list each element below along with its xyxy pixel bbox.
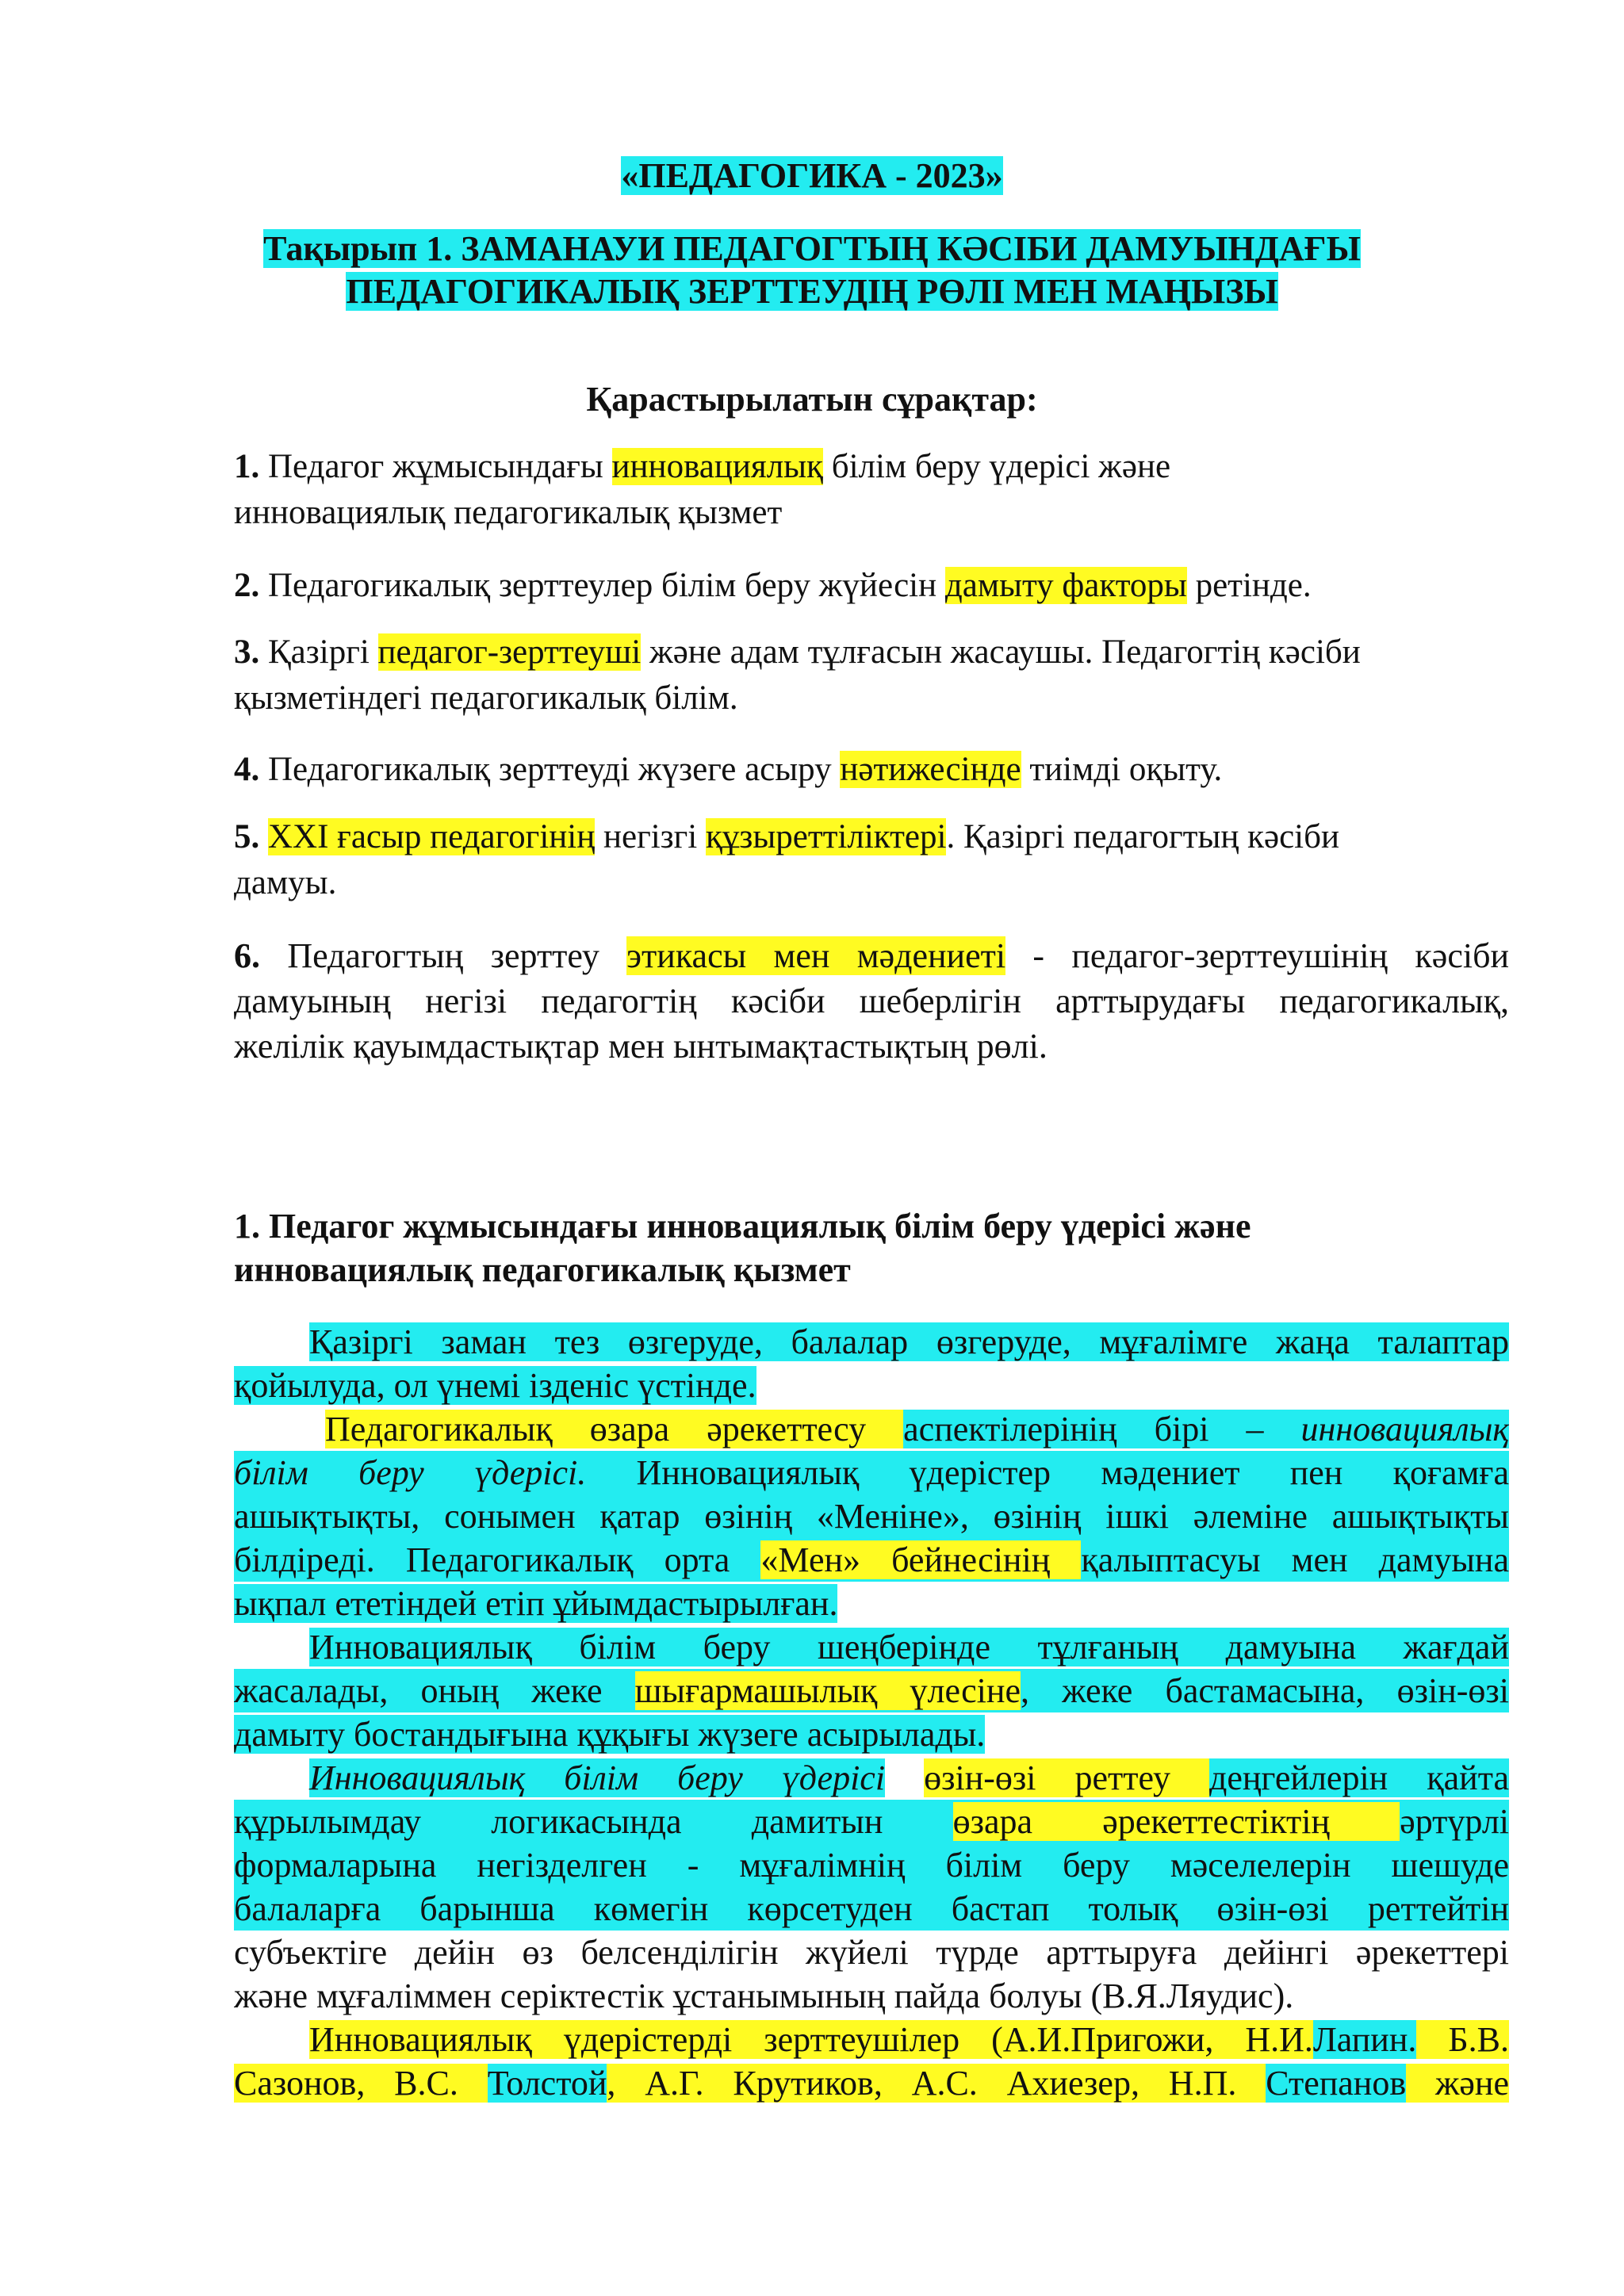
paragraph-4-line-2: құрылымдау логикасында дамитын өзара әрекеттестіктің әртүрлі xyxy=(234,1800,1509,1843)
paragraph-2-line-5: ықпал ететіндей етіп ұйымдастырылған. xyxy=(234,1584,838,1623)
paragraph-2-line-4: білдіреді. Педагогикалық орта «Мен» бейнесінің қалыптасуы мен дамуына xyxy=(234,1538,1509,1582)
paragraph-3-line-2: жасалады, оның жеке шығармашылық үлесіне, жеке бастамасына, өзін-өзі xyxy=(234,1669,1509,1712)
paragraph-4-line-5: субъектіге дейін өз белсенділігін жүйелі түрде арттыруға дейінгі әрекеттері xyxy=(234,1933,1509,1972)
paragraph-3-line-3: дамыту бостандығына құқығы жүзеге асырылады. xyxy=(234,1715,986,1754)
paragraph-4-line-6: және мұғаліммен серіктестік ұстанымының пайда болуы (В.Я.Ляудис). xyxy=(234,1976,1294,2015)
paragraph-3-line-1: Инновациялық білім беру шеңберінде тұлғаның дамуына жағдай xyxy=(309,1628,1509,1667)
question-5: 5. XXI ғасыр педагогінің негізгі құзыреттіліктері. Қазіргі педагогтың кәсіби дамуы. xyxy=(234,818,1340,901)
paragraph-2-line-3: ашықтықты, сонымен қатар өзінің «Меніне», өзінің ішкі әлеміне ашықтықты xyxy=(234,1494,1509,1538)
topic-title-line-2: ПЕДАГОГИКАЛЫҚ ЗЕРТТЕУДІҢ РӨЛІ МЕН МАҢЫЗЫ xyxy=(346,272,1278,311)
paragraph-2-line-1: Педагогикалық өзара әрекеттесу аспектілерінің бірі – инновациялық xyxy=(325,1410,1509,1448)
question-2: 2. Педагогикалық зерттеулер білім беру жүйесін дамыту факторы ретінде. xyxy=(234,567,1312,604)
conference-title: «ПЕДАГОГИКА - 2023» xyxy=(621,156,1003,195)
section-1-heading-line-2: инновациялық педагогикалық қызмет xyxy=(234,1250,851,1289)
paragraph-4-line-4: балаларға барынша көмегін көрсетуден бастап толық өзін-өзі реттейтін xyxy=(234,1887,1509,1931)
paragraph-5-line-2: Сазонов, В.С. Толстой, А.Г. Крутиков, А.С. Ахиезер, Н.П. Степанов және xyxy=(234,2064,1509,2103)
paragraph-4-line-1: Инновациялық білім беру үдерісі өзін-өзі реттеу деңгейлерін қайта xyxy=(309,1758,1509,1797)
topic-title-line-1: Тақырып 1. ЗАМАНАУИ ПЕДАГОГТЫҢ КӘСІБИ ДАМУЫНДАҒЫ xyxy=(263,229,1361,268)
paragraph-1-line-1: Қазіргі заман тез өзгеруде, балалар өзгеруде, мұғалімге жаңа талаптар xyxy=(309,1322,1509,1361)
question-4: 4. Педагогикалық зерттеуді жүзеге асыру нәтижесінде тиімді оқыту. xyxy=(234,751,1223,788)
question-1: 1. Педагог жұмысындағы инновациялық білім беру үдерісі және инновациялық педагогикалық қызмет xyxy=(234,448,1171,531)
question-3: 3. Қазіргі педагог-зерттеуші және адам тұлғасын жасаушы. Педагогтің кәсіби қызметіндегі педагогикалық білім. xyxy=(234,633,1361,717)
question-6: 6. Педагогтың зерттеу этикасы мен мәдениеті - педагог-зерттеушінің кәсіби дамуының негізі педагогтің кәсіби шеберлігін арттырудағы педагогикалық, желілік қауымдастықтар мен ынтымақтастықтың рөлі. xyxy=(234,936,1509,1066)
paragraph-1-line-2: қойылуда, ол үнемі ізденіс үстінде. xyxy=(234,1366,756,1405)
paragraph-4-line-3: формаларына негізделген - мұғалімнің білім беру мәселелерін шешуде xyxy=(234,1843,1509,1887)
section-1-heading-line-1: 1. Педагог жұмысындағы инновациялық білім беру үдерісі және xyxy=(234,1207,1251,1246)
paragraph-5-line-1: Инновациялық үдерістерді зерттеушілер (А.И.Пригожи, Н.И.Лапин. Б.В. xyxy=(309,2020,1509,2059)
section-1-body xyxy=(234,1320,1509,2105)
questions-heading: Қарастырылатын сұрақтар: xyxy=(586,380,1038,419)
paragraph-2-line-2: білім беру үдерісі. Инновациялық үдерістер мәдениет пен қоғамға xyxy=(234,1451,1509,1494)
